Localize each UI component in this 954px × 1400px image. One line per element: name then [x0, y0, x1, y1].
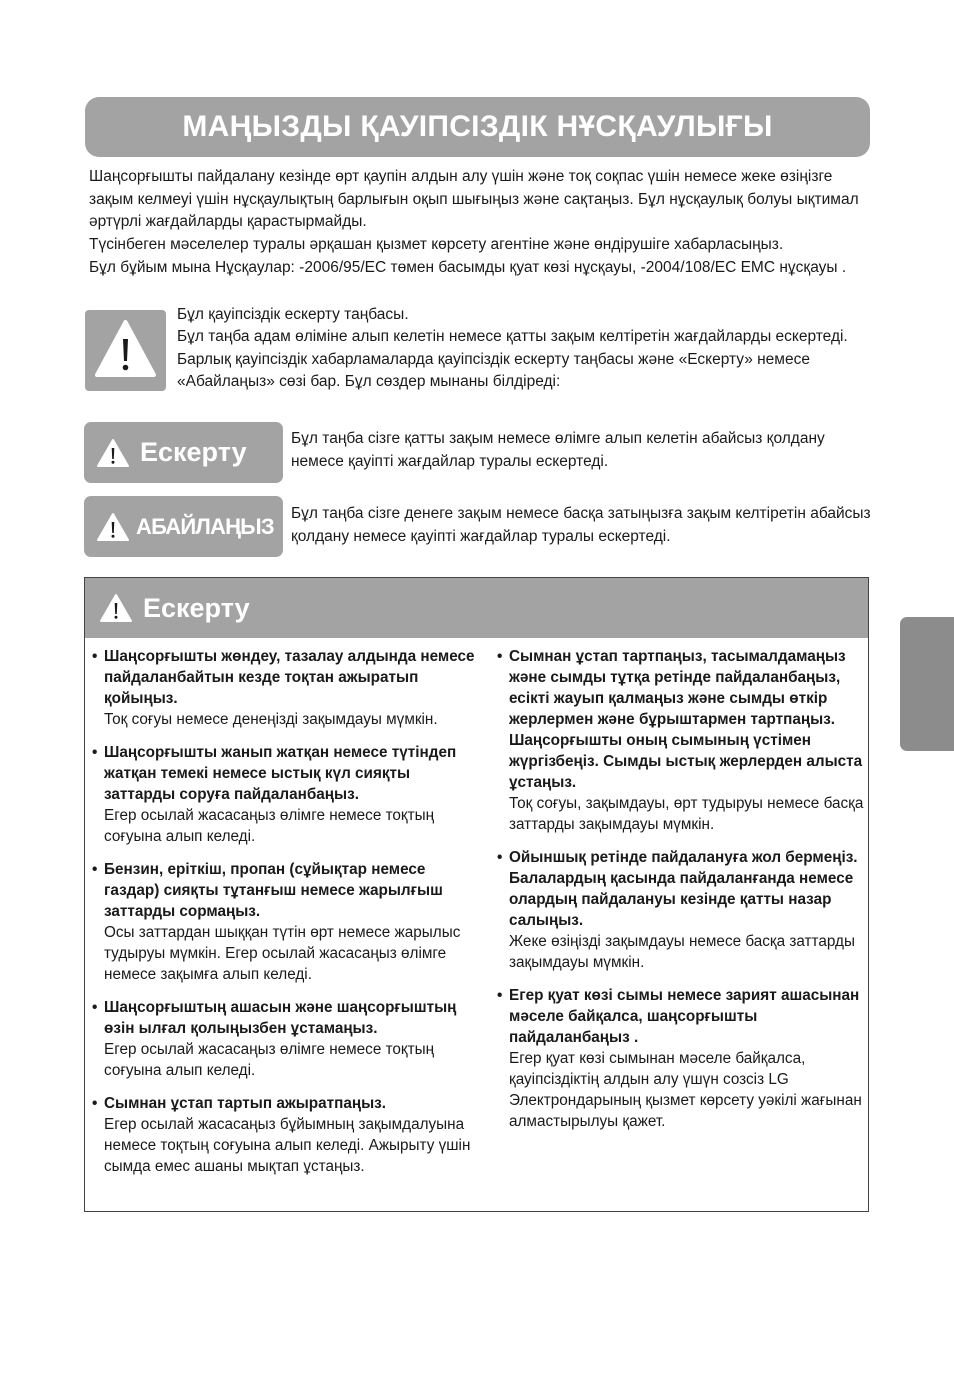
- title-banner: [85, 97, 870, 157]
- warning-item: [92, 742, 484, 847]
- panel-header: [85, 578, 868, 638]
- intro-paragraph: Түсінбеген мәселелер туралы әрқашан қызмет көрсету агентіне және өндірушіге хабарласыңыз.: [89, 236, 784, 254]
- item-body: Жеке өзіңізді зақымдауы немесе басқа заттарды зақымдауы мүмкін.: [509, 933, 855, 971]
- safety-symbol-box: [85, 310, 166, 391]
- item-body: Егер осылай жасасаңыз өлімге немесе тоқтың соғуына алып келеді.: [104, 1041, 435, 1079]
- caution-label: АБАЙЛАҢЫЗ: [136, 513, 274, 539]
- symbol-line: Барлық қауіпсіздік хабарламаларда қауіпсіздік ескерту таңбасы және «Ескерту» немесе «Абайлаңыз» сөзі бар. Бұл сөздер мынаны білдіреді:: [177, 350, 810, 391]
- item-heading: • Бензин, еріткіш, пропан (сұйықтар немесе газдар) сияқты тұтанғыш немесе жарылғыш заттарды сормаңыз.: [104, 861, 443, 920]
- warning-item: [92, 1093, 484, 1177]
- symbol-line: Бұл қауіпсіздік ескерту таңбасы.: [177, 306, 409, 323]
- intro-paragraph: Бұл бұйым мына Нұсқаулар: -2006/95/EC төмен басымды қуат көзі нұсқауы, -2004/108/EC EMC нұсқауы .: [89, 258, 847, 276]
- intro-text: [89, 166, 879, 280]
- warning-panel: [84, 577, 869, 1212]
- warning-item: [92, 859, 484, 985]
- left-column: [92, 646, 484, 1189]
- warning-triangle-icon: [96, 438, 130, 468]
- item-heading: • Егер қуат көзі сымы немесе зарият ашасынан мәселе байқалса, шаңсорғышты пайдаланбаңыз .: [509, 987, 860, 1046]
- item-body: Осы заттардан шыққан түтін өрт немесе жарылыс тудыруы мүмкін. Егер осылай жасасаңыз өлімге немесе зақымға алып келеді.: [104, 924, 461, 983]
- item-heading: • Шаңсорғышты жанып жатқан немесе түтіндеп жатқан темекі немесе ыстық күл сияқты заттарды соруға пайдаланбаңыз.: [104, 744, 457, 803]
- item-heading: • Сымнан ұстап тартып ажыратпаңыз.: [104, 1095, 387, 1112]
- item-body: Егер осылай жасасаңыз өлімге немесе тоқтың соғуына алып келеді.: [104, 807, 435, 845]
- warning-item: [497, 847, 869, 973]
- warning-item: [497, 646, 869, 835]
- right-column: [497, 646, 869, 1144]
- warning-item: [92, 646, 484, 730]
- warning-description: Бұл таңба сізге қатты зақым немесе өлімге алып келетін абайсыз қолдану немесе қауіпті жағдайлар туралы ескертеді.: [291, 430, 825, 470]
- item-heading: • Шаңсорғышты жөндеу, тазалау алдында немесе пайдаланбайтын кезде тоқтан ажыратып қойыңыз.: [104, 648, 475, 707]
- symbol-line: Бұл таңба адам өліміне алып келетін немесе қатты зақым келтіретін жағдайларды ескертеді.: [177, 328, 848, 346]
- item-body: Егер осылай жасасаңыз бұйымның зақымдалуына немесе тоқтың соғуына алып келеді. Ажырыту үшін сымда емес ашаны мықтап ұстаңыз.: [104, 1116, 471, 1175]
- warning-triangle-icon: [99, 593, 133, 623]
- intro-paragraph: Шаңсорғышты пайдалану кезінде өрт қаупін алдын алу үшін және тоқ соқпас үшін немесе жеке өзіңізге зақым келмеуі үшін нұсқаулықтың барлығын оқып шығыңыз және сақтаңыз. Бұл нұсқаулық болуы ықтимал әртүрлі жағдайларды қарастырмайды.: [89, 168, 859, 231]
- page-title: МАҢЫЗДЫ ҚАУІПСІЗДІК НҰСҚАУЛЫҒЫ: [182, 110, 773, 143]
- item-heading: • Сымнан ұстап тартпаңыз, тасымалдамаңыз және сымды тұтқа ретінде пайдаланбаңыз, есікті жауып қалмаңыз және сымды өткір жерлермен және бұрыштармен тартпаңыз. Шаңсорғышты оның сымының үстімен жүргізбеңіз. Сымды ыстық жерлерден алыста ұстаңыз.: [509, 648, 863, 791]
- item-body: Тоқ соғуы, зақымдауы, өрт тудыруы немесе басқа заттарды зақымдауы мүмкін.: [509, 795, 864, 833]
- item-body: Тоқ соғуы немесе денеңізді зақымдауы мүмкін.: [104, 711, 438, 728]
- item-body: Егер қуат көзі сымынан мәселе байқалса, қауіпсіздіктің алдын алу үшүн созсіз LG Электрондарының қызмет көрсету уәкілі жағынан алмастырылуы қажет.: [509, 1050, 862, 1130]
- warning-triangle-icon: [93, 318, 158, 380]
- caution-description: Бұл таңба сізге денеге зақым немесе басқа затыңызға зақым келтіретін абайсыз қолдану немесе қауіпті жағдайлар туралы ескертеді.: [291, 505, 871, 545]
- safety-symbol-text: [177, 304, 867, 394]
- panel-heading: Ескерту: [143, 592, 250, 623]
- warning-triangle-icon: [96, 512, 130, 542]
- item-heading: • Ойыншық ретінде пайдалануға жол бермеңіз. Балалардың қасында пайдаланғанда немесе олардың пайдалануы кезінде қатты назар салыңыз.: [509, 849, 858, 929]
- warning-item: [92, 997, 484, 1081]
- warning-label-box: [84, 422, 283, 483]
- section-side-tab: [900, 617, 954, 751]
- caution-label-box: [84, 496, 283, 557]
- warning-label: Ескерту: [140, 437, 247, 467]
- item-heading: • Шаңсорғыштың ашасын және шаңсорғыштың өзін ылғал қолыңызбен ұстамаңыз.: [104, 999, 457, 1037]
- warning-item: [497, 985, 869, 1132]
